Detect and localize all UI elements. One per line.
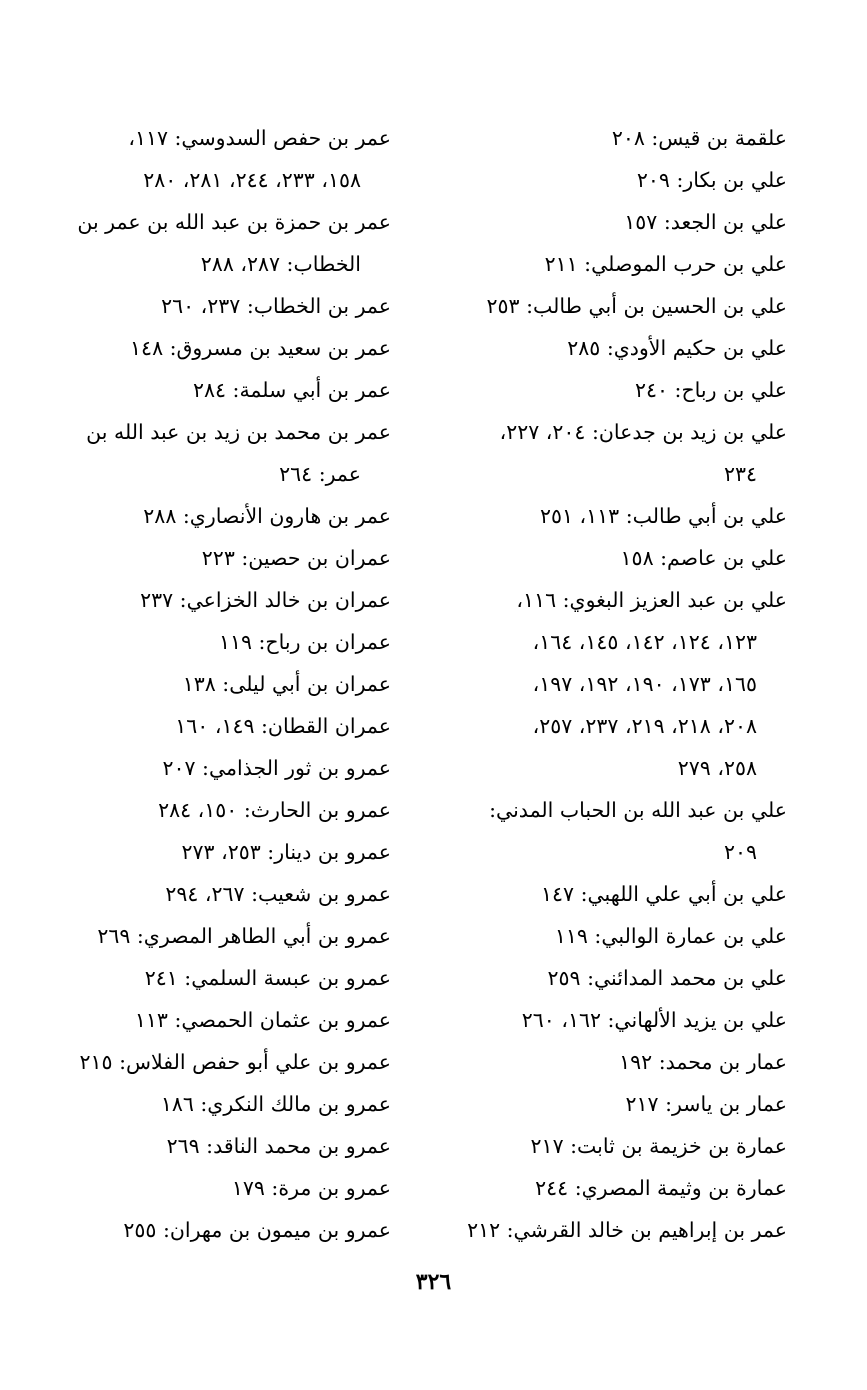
index-entry: عمرو بن مالك النكري: ١٨٦ bbox=[160, 1092, 391, 1116]
index-entry-continuation: عمر: ٢٦٤ bbox=[279, 462, 361, 486]
index-entry-continuation: ٢٥٨، ٢٧٩ bbox=[677, 756, 757, 780]
index-entry: علي بن الجعد: ١٥٧ bbox=[624, 210, 787, 234]
index-entry: علي بن الحسين بن أبي طالب: ٢٥٣ bbox=[486, 294, 787, 318]
index-entry: علي بن أبي علي اللهبي: ١٤٧ bbox=[541, 882, 787, 906]
index-entry: عمر بن حمزة بن عبد الله بن عمر بن bbox=[77, 210, 391, 234]
index-entry: علي بن عبد الله بن الحباب المدني: bbox=[489, 798, 787, 822]
index-entry: عمران القطان: ١٤٩، ١٦٠ bbox=[175, 714, 391, 738]
index-entry: عمرو بن محمد الناقد: ٢٦٩ bbox=[166, 1134, 391, 1158]
index-column-left bbox=[1, 117, 391, 1251]
index-entry-continuation: ٢٠٩ bbox=[723, 840, 757, 864]
index-entry: عمران بن حصين: ٢٢٣ bbox=[201, 546, 391, 570]
index-entry: علي بن بكار: ٢٠٩ bbox=[636, 168, 787, 192]
index-entry: عمرو بن الحارث: ١٥٠، ٢٨٤ bbox=[158, 798, 391, 822]
index-entry: علي بن محمد المدائني: ٢٥٩ bbox=[547, 966, 787, 990]
index-entry: عمرو بن أبي الطاهر المصري: ٢٦٩ bbox=[97, 924, 391, 948]
index-column-right bbox=[397, 117, 787, 1251]
index-entry-continuation: ١٦٥، ١٧٣، ١٩٠، ١٩٢، ١٩٧، bbox=[532, 672, 757, 696]
index-entry: علي بن زيد بن جدعان: ٢٠٤، ٢٢٧، bbox=[499, 420, 787, 444]
index-entry: علقمة بن قيس: ٢٠٨ bbox=[611, 126, 787, 150]
index-entry: عمران بن أبي ليلى: ١٣٨ bbox=[182, 672, 391, 696]
index-entry: عمرو بن ميمون بن مهران: ٢٥٥ bbox=[123, 1218, 391, 1242]
index-entry: عمران بن خالد الخزاعي: ٢٣٧ bbox=[140, 588, 391, 612]
index-entry: علي بن حكيم الأودي: ٢٨٥ bbox=[567, 336, 787, 360]
index-entry: عمر بن إبراهيم بن خالد القرشي: ٢١٢ bbox=[467, 1218, 787, 1242]
index-entry: عمر بن حفص السدوسي: ١١٧، bbox=[128, 126, 391, 150]
index-entry: عمرو بن دينار: ٢٥٣، ٢٧٣ bbox=[181, 840, 391, 864]
index-entry-continuation: الخطاب: ٢٨٧، ٢٨٨ bbox=[200, 252, 361, 276]
index-entry-continuation: ١٥٨، ٢٣٣، ٢٤٤، ٢٨١، ٢٨٠ bbox=[143, 168, 361, 192]
index-entry: عمرو بن شعيب: ٢٦٧، ٢٩٤ bbox=[165, 882, 391, 906]
index-entry: عمرو بن علي أبو حفص الفلاس: ٢١٥ bbox=[79, 1050, 391, 1074]
index-entry: علي بن حرب الموصلي: ٢١١ bbox=[544, 252, 787, 276]
index-entry-continuation: ١٢٣، ١٢٤، ١٤٢، ١٤٥، ١٦٤، bbox=[532, 630, 757, 654]
index-entry: علي بن أبي طالب: ١١٣، ٢٥١ bbox=[539, 504, 787, 528]
index-entry: عمران بن رباح: ١١٩ bbox=[218, 630, 391, 654]
index-entry: عمر بن سعيد بن مسروق: ١٤٨ bbox=[130, 336, 391, 360]
index-entry: عمار بن محمد: ١٩٢ bbox=[619, 1050, 787, 1074]
index-entry: عمر بن الخطاب: ٢٣٧، ٢٦٠ bbox=[161, 294, 391, 318]
index-entry-continuation: ٢٠٨، ٢١٨، ٢١٩، ٢٣٧، ٢٥٧، bbox=[532, 714, 757, 738]
index-entry: عمارة بن وثيمة المصري: ٢٤٤ bbox=[535, 1176, 787, 1200]
index-entry: عمر بن هارون الأنصاري: ٢٨٨ bbox=[143, 504, 391, 528]
index-entry: عمر بن أبي سلمة: ٢٨٤ bbox=[192, 378, 391, 402]
index-entry: عمرو بن مرة: ١٧٩ bbox=[231, 1176, 391, 1200]
index-entry: عمرو بن ثور الجذامي: ٢٠٧ bbox=[162, 756, 391, 780]
page-number: ٣٢٦ bbox=[415, 1269, 452, 1295]
index-entry: علي بن عبد العزيز البغوي: ١١٦، bbox=[516, 588, 787, 612]
index-entry: علي بن عمارة الوالبي: ١١٩ bbox=[554, 924, 787, 948]
index-entry: عمرو بن عثمان الحمصي: ١١٣ bbox=[134, 1008, 391, 1032]
index-entry-continuation: ٢٣٤ bbox=[723, 462, 757, 486]
index-entry: علي بن عاصم: ١٥٨ bbox=[620, 546, 787, 570]
index-entry: علي بن رباح: ٢٤٠ bbox=[634, 378, 787, 402]
index-entry: عمارة بن خزيمة بن ثابت: ٢١٧ bbox=[530, 1134, 787, 1158]
index-entry: عمار بن ياسر: ٢١٧ bbox=[625, 1092, 787, 1116]
index-entry: عمرو بن عبسة السلمي: ٢٤١ bbox=[144, 966, 391, 990]
index-entry: عمر بن محمد بن زيد بن عبد الله بن bbox=[86, 420, 391, 444]
index-entry: علي بن يزيد الألهاني: ١٦٢، ٢٦٠ bbox=[521, 1008, 787, 1032]
